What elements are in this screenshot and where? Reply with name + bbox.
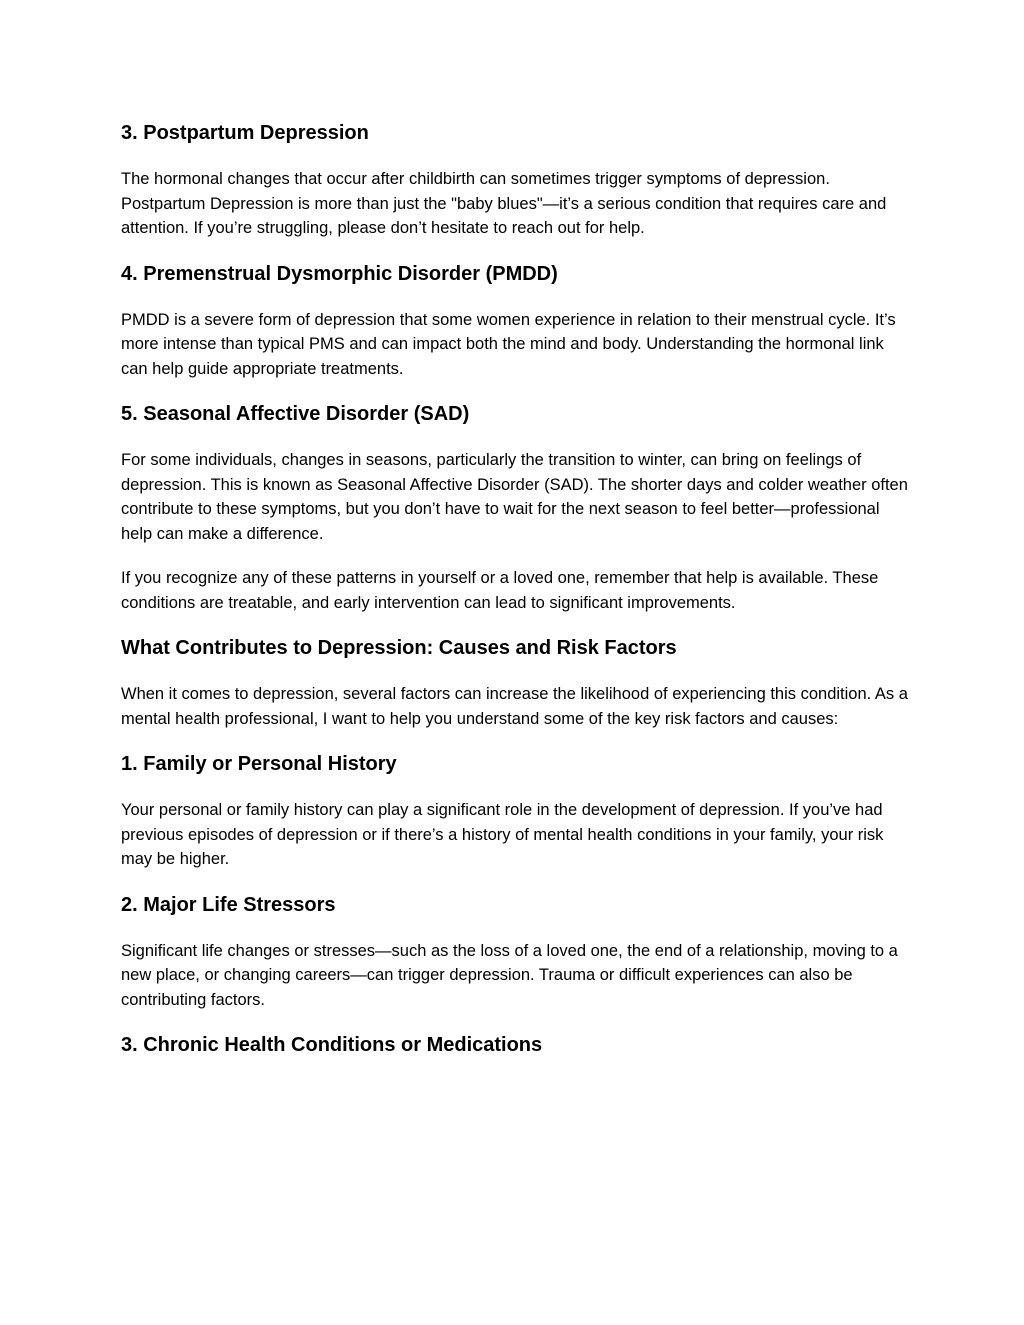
section-heading-causes-and-risk-factors: What Contributes to Depression: Causes and Risk Factors — [121, 637, 677, 659]
paragraph-major-life-stressors: Significant life changes or stresses—such as the loss of a loved one, the end of a relationship, moving to a new place, or changing careers—can trigger depression. Trauma or difficult experiences can also be contributing factors. — [121, 941, 898, 1009]
section-heading-family-history: 1. Family or Personal History — [121, 753, 397, 775]
document-body — [121, 120, 911, 1079]
paragraph-help-available: If you recognize any of these patterns in yourself or a loved one, remember that help is available. These conditions are treatable, and early intervention can lead to significant improvements. — [121, 569, 879, 612]
section-heading-postpartum-depression: 3. Postpartum Depression — [121, 122, 369, 144]
section-heading-pmdd: 4. Premenstrual Dysmorphic Disorder (PMDD) — [121, 262, 558, 285]
paragraph-postpartum-depression: The hormonal changes that occur after childbirth can sometimes trigger symptoms of depression. Postpartum Depression is more than just the "baby blues"—it’s a serious condition that requires care and attention. If you’re struggling, please don’t hesitate to reach out for help. — [121, 170, 887, 237]
section-heading-seasonal-affective-disorder: 5. Seasonal Affective Disorder (SAD) — [121, 403, 470, 425]
section-heading-major-life-stressors: 2. Major Life Stressors — [121, 893, 336, 916]
paragraph-family-history: Your personal or family history can play a significant role in the development of depression. If you’ve had previous episodes of depression or if there’s a history of mental health conditions in your family, your risk may be higher. — [121, 801, 884, 868]
section-heading-chronic-health-conditions: 3. Chronic Health Conditions or Medications — [121, 1034, 543, 1056]
paragraph-seasonal-affective-disorder: For some individuals, changes in seasons, particularly the transition to winter, can bring on feelings of depression. This is known as Seasonal Affective Disorder (SAD). The shorter days and colder weather often contribute to these symptoms, but you don’t have to wait for the next season to feel better—professional help can make a difference. — [121, 451, 908, 543]
paragraph-causes-intro: When it comes to depression, several factors can increase the likelihood of experiencing this condition. As a mental health professional, I want to help you understand some of the key risk factors and causes: — [121, 685, 908, 728]
paragraph-pmdd: PMDD is a severe form of depression that some women experience in relation to their menstrual cycle. It’s more intense than typical PMS and can impact both the mind and body. Understanding the hormonal link can help guide appropriate treatments. — [121, 310, 896, 378]
